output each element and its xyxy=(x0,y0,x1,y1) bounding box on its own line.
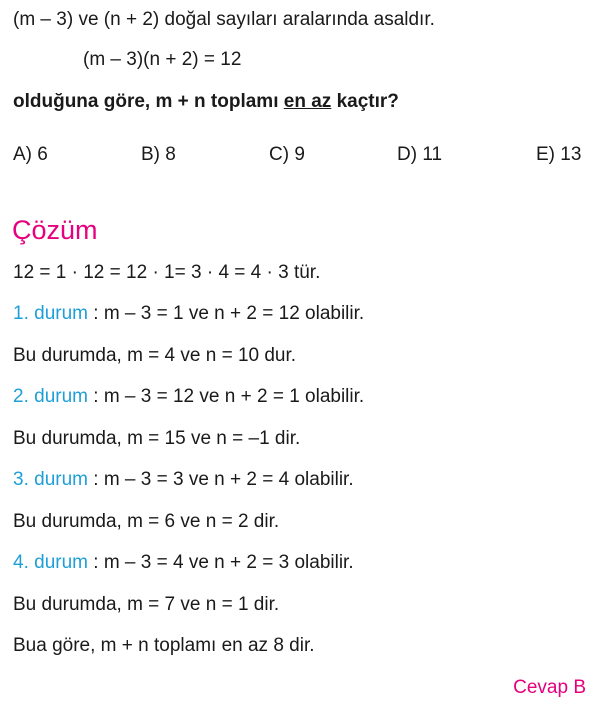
case-4-condition xyxy=(13,551,354,575)
case-4-label: 4. durum xyxy=(13,552,88,573)
option-a[interactable]: A) 6 xyxy=(13,144,48,165)
case-3-label: 3. durum xyxy=(13,469,88,490)
case-2-result: Bu durumda, m = 15 ve n = –1 dir. xyxy=(13,428,301,449)
conclusion-line: Bua göre, m + n toplamı en az 8 dir. xyxy=(13,635,315,656)
question-prompt-emphasis: en az xyxy=(283,91,332,112)
case-3-condition xyxy=(13,468,354,492)
question-prompt-end: kaçtır? xyxy=(331,91,399,112)
case-2-label: 2. durum xyxy=(13,386,88,407)
option-d[interactable]: D) 11 xyxy=(397,144,443,165)
factorization-line: 12 = 1 · 12 = 12 · 1= 3 · 4 = 4 · 3 tür. xyxy=(13,262,321,283)
option-b[interactable]: B) 8 xyxy=(141,144,176,165)
answer-label: Cevap B xyxy=(513,677,586,698)
option-c[interactable]: C) 9 xyxy=(269,144,305,165)
case-1-text: : m – 3 = 1 ve n + 2 = 12 olabilir. xyxy=(87,303,365,324)
case-2-text: : m – 3 = 12 ve n + 2 = 1 olabilir. xyxy=(87,386,365,407)
case-3-result: Bu durumda, m = 6 ve n = 2 dir. xyxy=(13,511,280,532)
question-equation: (m – 3)(n + 2) = 12 xyxy=(83,49,242,70)
question-prompt-start: olduğuna göre, m + n toplamı xyxy=(13,91,284,112)
option-e[interactable]: E) 13 xyxy=(536,144,582,165)
answer-options xyxy=(13,143,588,167)
case-3-text: : m – 3 = 3 ve n + 2 = 4 olabilir. xyxy=(87,469,354,490)
case-1-result: Bu durumda, m = 4 ve n = 10 dur. xyxy=(13,345,297,366)
solution-title: Çözüm xyxy=(12,215,98,245)
question-statement: (m – 3) ve (n + 2) doğal sayıları aralarında asaldır. xyxy=(13,9,435,30)
case-4-result: Bu durumda, m = 7 ve n = 1 dir. xyxy=(13,594,280,615)
question-prompt xyxy=(13,90,399,114)
case-4-text: : m – 3 = 4 ve n + 2 = 3 olabilir. xyxy=(87,552,354,573)
case-1-label: 1. durum xyxy=(13,303,88,324)
case-2-condition xyxy=(13,385,364,409)
case-1-condition xyxy=(13,302,364,326)
